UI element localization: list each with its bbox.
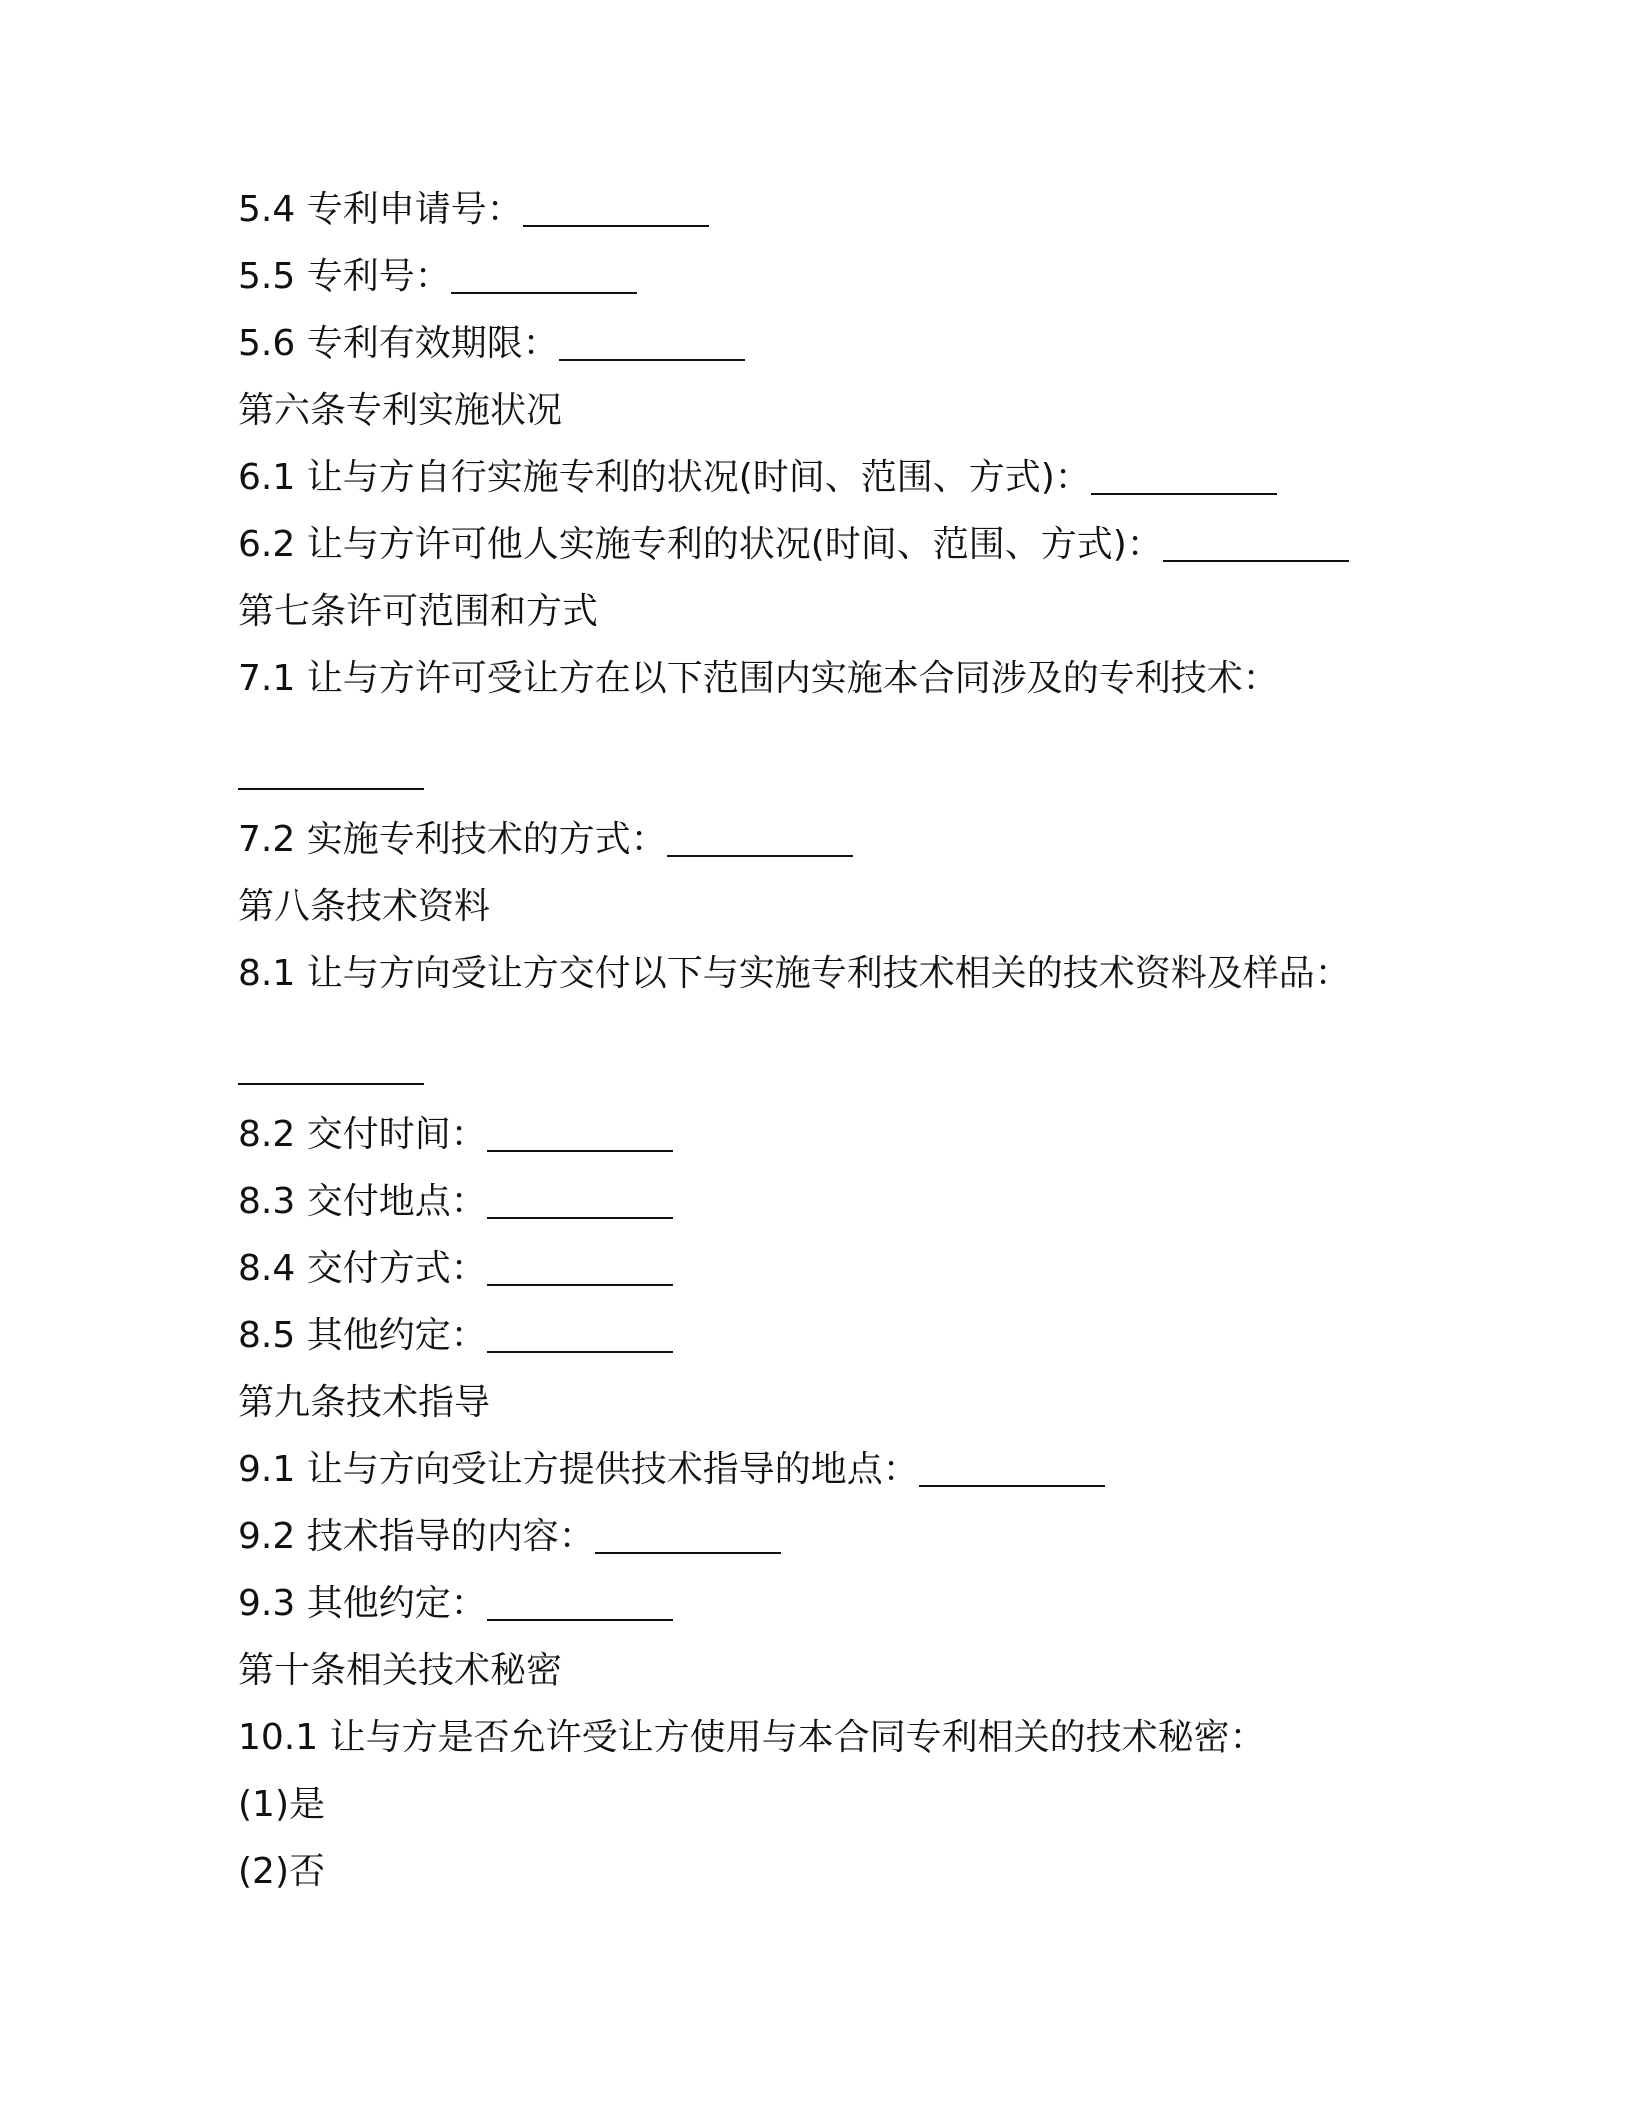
clause-line xyxy=(238,521,1438,569)
article-heading xyxy=(238,387,1438,435)
fill-in-blank[interactable] xyxy=(451,258,637,294)
clause-line xyxy=(238,950,1438,998)
clause-line xyxy=(238,1714,1438,1762)
clause-text: 8.1 让与方向受让方交付以下与实施专利技术相关的技术资料及样品： xyxy=(238,953,1351,994)
clause-text: 10.1 让与方是否允许受让方使用与本合同专利相关的技术秘密： xyxy=(238,1717,1266,1758)
clause-line xyxy=(238,655,1438,703)
article-heading xyxy=(238,1379,1438,1427)
clause-text: 7.2 实施专利技术的方式： xyxy=(238,819,667,860)
clause-line xyxy=(238,253,1438,301)
clause-line xyxy=(238,186,1438,234)
article-heading xyxy=(238,883,1438,931)
fill-in-blank[interactable] xyxy=(595,1518,781,1554)
article-heading xyxy=(238,588,1438,636)
clause-line xyxy=(238,1513,1438,1561)
clause-line xyxy=(238,1312,1438,1360)
clause-text: 6.2 让与方许可他人实施专利的状况(时间、范围、方式)： xyxy=(238,524,1163,565)
clause-text: 6.1 让与方自行实施专利的状况(时间、范围、方式)： xyxy=(238,457,1091,498)
option-no xyxy=(238,1848,1438,1896)
blank-line xyxy=(238,1044,1438,1092)
fill-in-blank[interactable] xyxy=(667,821,853,857)
clause-text: 8.2 交付时间： xyxy=(238,1114,487,1155)
heading-text: 第六条专利实施状况 xyxy=(238,390,563,431)
fill-in-blank[interactable] xyxy=(559,325,745,361)
fill-in-blank[interactable] xyxy=(919,1451,1105,1487)
clause-line xyxy=(238,320,1438,368)
heading-text: 第七条许可范围和方式 xyxy=(238,591,599,632)
article-heading xyxy=(238,1647,1438,1695)
clause-text: 9.1 让与方向受让方提供技术指导的地点： xyxy=(238,1449,919,1490)
fill-in-blank[interactable] xyxy=(487,1183,673,1219)
option-text: (2)否 xyxy=(238,1851,325,1892)
fill-in-blank[interactable] xyxy=(1091,459,1277,495)
fill-in-blank[interactable] xyxy=(1163,526,1349,562)
clause-line xyxy=(238,816,1438,864)
fill-in-blank[interactable] xyxy=(238,754,424,790)
fill-in-blank[interactable] xyxy=(487,1250,673,1286)
clause-line xyxy=(238,1580,1438,1628)
option-yes xyxy=(238,1781,1438,1829)
clause-text: 8.5 其他约定： xyxy=(238,1315,487,1356)
fill-in-blank[interactable] xyxy=(238,1049,424,1085)
fill-in-blank[interactable] xyxy=(523,191,709,227)
clause-text: 5.6 专利有效期限： xyxy=(238,323,559,364)
clause-text: 8.3 交付地点： xyxy=(238,1181,487,1222)
clause-text: 5.4 专利申请号： xyxy=(238,189,523,230)
heading-text: 第九条技术指导 xyxy=(238,1382,491,1423)
clause-line xyxy=(238,1446,1438,1494)
clause-line xyxy=(238,454,1438,502)
fill-in-blank[interactable] xyxy=(487,1585,673,1621)
fill-in-blank[interactable] xyxy=(487,1317,673,1353)
option-text: (1)是 xyxy=(238,1784,325,1825)
document-body xyxy=(238,186,1438,1915)
clause-line xyxy=(238,1245,1438,1293)
fill-in-blank[interactable] xyxy=(487,1116,673,1152)
clause-line xyxy=(238,1111,1438,1159)
heading-text: 第十条相关技术秘密 xyxy=(238,1650,563,1691)
clause-line xyxy=(238,1178,1438,1226)
clause-text: 5.5 专利号： xyxy=(238,256,451,297)
clause-text: 9.3 其他约定： xyxy=(238,1583,487,1624)
blank-line xyxy=(238,749,1438,797)
clause-text: 7.1 让与方许可受让方在以下范围内实施本合同涉及的专利技术： xyxy=(238,658,1279,699)
clause-text: 9.2 技术指导的内容： xyxy=(238,1516,595,1557)
heading-text: 第八条技术资料 xyxy=(238,886,491,927)
clause-text: 8.4 交付方式： xyxy=(238,1248,487,1289)
